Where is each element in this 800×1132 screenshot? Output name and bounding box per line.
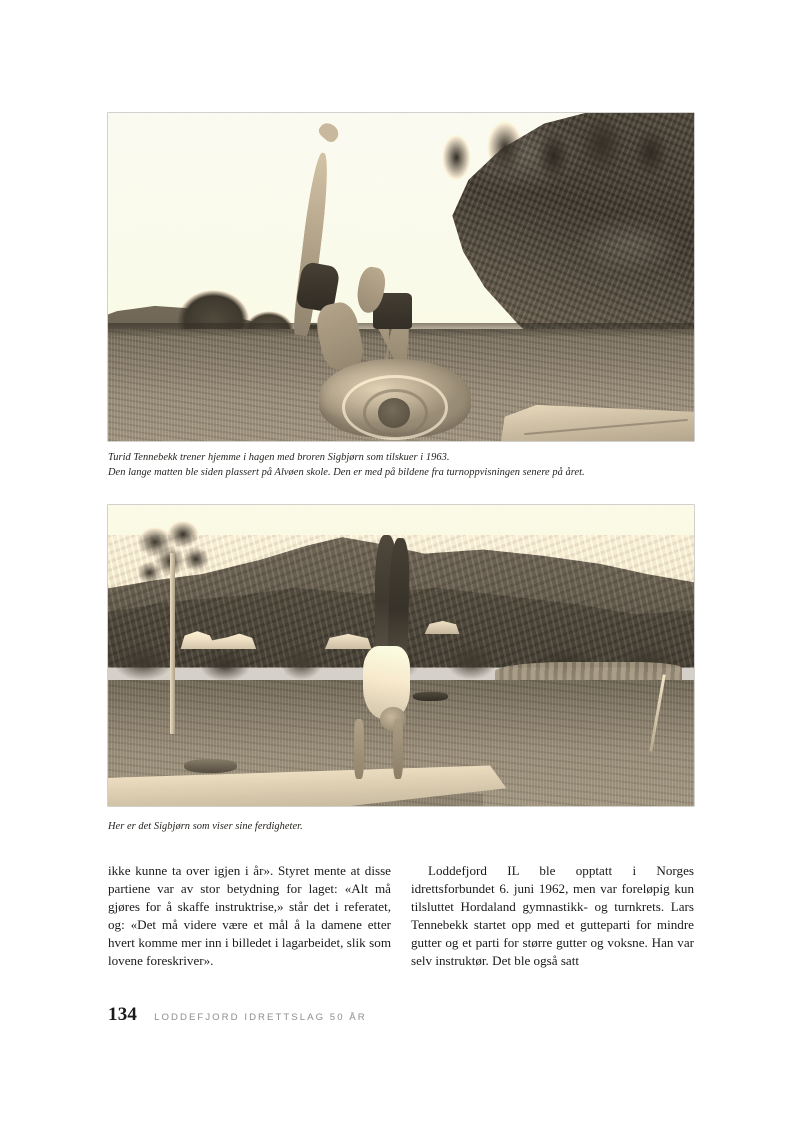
photo-1-spotter-head [380, 206, 405, 236]
photo-2-gymnast-leg-right [388, 538, 411, 656]
photo-1-rolled-mat-core [378, 398, 410, 428]
photo-2-gymnast-arm-left [354, 719, 364, 779]
page-footer [108, 1004, 367, 1026]
photo-2-birch-crown [129, 517, 223, 613]
photo-1-cliff-trees [424, 113, 694, 192]
photo-2-gymnast-arm-right [393, 719, 403, 779]
body-column-right [411, 862, 694, 970]
photo-2-birch-trunk [170, 553, 175, 734]
figure-2-caption-line-1: Her er det Sigbjørn som viser sine ferdigheter. [108, 821, 303, 832]
running-head: LODDEFJORD IDRETTSLAG 50 ÅR [154, 1012, 367, 1023]
photo-2-ground-object [413, 692, 448, 701]
figure-2-caption [108, 819, 708, 834]
body-paragraph-left: ikke kunne ta over igjen i år». Styret mente at disse partiene var av stor betydning for laget: «Alt må gjøres for å skaffe instruktrise,» står det i referatet, og: «Det må videre være et mål å la damene etter hvert komme mer inn i billedet i lagarbeidet, slik som lovene foreskriver». [108, 863, 391, 969]
page-number: 134 [108, 1004, 138, 1025]
photo-2-scene [108, 505, 694, 806]
body-column-left [108, 862, 391, 970]
figure-1-caption-line-2: Den lange matten ble siden plassert på Alvøen skole. Den er med på bildene fra turnoppvisningen senere på året. [108, 467, 585, 479]
figure-1-caption [108, 450, 708, 481]
photo-2-mat-bundle [184, 759, 237, 773]
photo-figure-2 [108, 505, 694, 806]
body-paragraph-right: Loddefjord IL ble opptatt i Norges idrettsforbundet 6. juni 1962, men var foreløpig kun tilsluttet Hordaland gymnastikk- og turnkrets. Lars Tennebekk startet opp med et gutteparti for mindre gutter og et parti for større gutter og voksne. Han var selv instruktør. Det ble også satt [411, 863, 694, 969]
photo-1-scene [108, 113, 694, 441]
figure-1-caption-line-1: Turid Tennebekk trener hjemme i hagen med broren Sigbjørn som tilskuer i 1963. [108, 452, 450, 463]
photo-figure-1 [108, 113, 694, 441]
